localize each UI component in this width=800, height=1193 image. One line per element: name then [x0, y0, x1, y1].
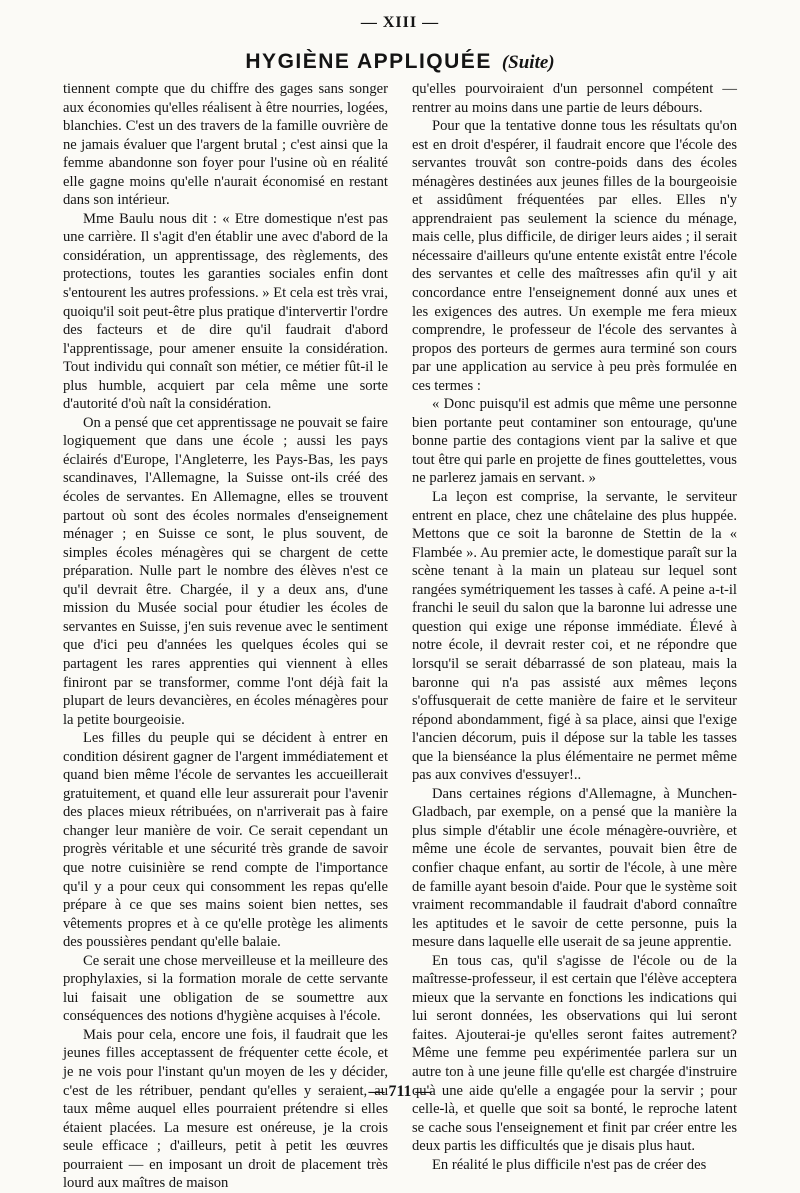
quotation-paragraph: « Donc puisqu'il est admis que même une personne bien portante peut contaminer son entourage, qu'une bonne partie des contagions vient par la salive et que tout être qui parle en projette de fines gouttelettes, vous ne parlerez jamais en servant. » [412, 396, 737, 487]
page-number: — 711 — [368, 1083, 432, 1100]
paragraph: Dans certaines régions d'Allemagne, à Munchen-Gladbach, par exemple, on a pensé que la manière la plus simple d'établir une école ménagère-ouvrière, et même une école de servantes, pouvait bien être de confier chaque enfant, au sortir de l'école, à une mère de famille ayant besoin d'aide. Pour que le système soit vraiment recommandable il faudrait d'abord connaître les aptitudes et le savoir de cette personne, puis la mesure dans laquelle elle userait de sa jeune apprentie. [412, 785, 737, 951]
article-title: HYGIÈNE APPLIQUÉE [245, 50, 492, 73]
paragraph: En tous cas, qu'il s'agisse de l'école ou de la maîtresse-professeur, il est certain que l'élève acceptera mieux que la servante en fonctions les indications qui lui seront données, les observations qui lui seront faites. Ajouterai-je qu'elles seront faites autrement? Même une femme peu expérimentée parlera sur un autre ton à une jeune fille qu'elle est chargée d'instruire qu'à une aide qu'elle a engagée pour la servir ; pour celle-là, et quelle que soit sa bonté, le reproche latent se cache sous l'enseignement et finit par créer entre les deux partis les difficultés que je disais plus haut. [412, 952, 737, 1155]
paragraph: La leçon est comprise, la servante, le serviteur entrent en place, chez une châtelaine des plus huppée. Mettons que ce soit la baronne de Stettin de la « Flambée ». Au premier acte, le domestique paraît sur la scène tenant à la main un plateau sur lequel sont rangées symétriquement les tasses à café. A peine a-t-il franchi le seuil du salon que la baronne lui adresse une question qui exige une réponse immédiate. Élevé à notre école, il devrait rester coi, et ne répondre que lorsqu'il se serait débarrassé de son plateau, mais la baronne qui n'a pas assisté aux mêmes leçons s'offusquerait de cette manière de faire et le serviteur répond abondamment, figé à sa place, ainsi que l'exige l'ancien décorum, puis il dépose sur la table les tasses que la bienséance la plus élémentaire ne permet même pas aux convives d'essuyer!.. [412, 489, 737, 784]
paragraph: On a pensé que cet apprentissage ne pouvait se faire logiquement que dans une école ; aussi les pays éclairés d'Europe, l'Angleterre, les Pays-Bas, les pays scandinaves, l'Allemagne, la Suisse ont-ils créé des écoles de servantes. En Allemagne, elles se trouvent partout où sont des écoles normales d'enseignement ménager ; en Suisse ce sont, le plus souvent, de simples écoles ménagères qui se chargent de cette préparation. Nulle part le nombre des élèves n'est ce qu'il devrait être. Chargée, il y a deux ans, d'une mission du Musée social pour étudier les écoles de servantes en Suisse, j'en suis revenue avec le sentiment que d'ici peu d'années les quelques écoles qui se partagent les rares apprenties qui viennent à elles finiront par se transformer, comme l'ont déjà fait la plupart de leurs devancières, en écoles ménagères pour la petite bourgeoisie. [63, 414, 388, 728]
left-column [63, 80, 388, 1192]
paragraph: En réalité le plus difficile n'est pas de créer des [432, 1156, 707, 1173]
paragraph: Pour que la tentative donne tous les résultats qu'on est en droit d'espérer, il faudrait encore que l'école des servantes trouvât son contre-poids dans des écoles ménagères destinées aux jeunes filles de la bourgeoisie et assidûment fréquentées par elles. Elles n'y apprendraient pas seulement la science du ménage, mais celle, plus difficile, de diriger leurs aides ; il serait nécessaire d'ailleurs qu'une entente existât entre l'école des servantes et celle des maîtresses afin qu'il y ait concordance entre l'enseignement donné aux unes et les exigences des autres. Un exemple me fera mieux comprendre, le professeur de l'école des servantes à propos des porteurs de germes aura terminé son cours par une application au service à peu près formulée en ces termes : [412, 118, 737, 394]
paragraph: Les filles du peuple qui se décident à entrer en condition désirent gagner de l'argent immédiatement et quand bien même l'école de servantes les accueillerait gratuitement, et quand elle leur assurerait pour l'avenir des places mieux rétribuées, on n'arriverait pas à faire changer leur manière de voir. Ce serait cependant un progrès véritable et une sécurité très grande de savoir que notre cuisinière se rend compte de l'importance qu'il y a pour ceux qui consomment les repas qu'elle prépare à ce que ses mains soient bien nettes, ses vêtements propres et à ce qu'elle protège les aliments des poussières pendant qu'elle balaie. [63, 730, 388, 951]
paragraph: tiennent compte que du chiffre des gages sans songer aux économies qu'elles réalisent à être nourries, logées, blanchies. C'est un des travers de la famille ouvrière de ne jamais évaluer que l'argent brutal ; c'est ainsi que la femme abandonne son foyer pour l'usine où en réalité elle gagne moins qu'elle n'aurait économisé en restant dans son intérieur. [63, 81, 388, 209]
right-column [412, 80, 737, 1173]
paragraph: Mais pour cela, encore une fois, il faudrait que les jeunes filles acceptassent de fréquenter cette école, et je ne vois pour l'instant qu'un moyen de les y décider, c'est de les rétribuer, pendant qu'elles y seraient, au taux même auquel elles pourraient prétendre si elles étaient placées. La mesure est onéreuse, je la crois seule efficace ; d'ailleurs, petit à petit les œuvres pourraient — en imposant un droit de placement très lourd aux maîtres de maison [63, 1026, 388, 1192]
article-header [0, 50, 800, 74]
paragraph: qu'elles pourvoiraient d'un personnel compétent — rentrer au moins dans une partie de leurs débours. [412, 81, 737, 116]
article-title-suite: (Suite) [501, 52, 555, 73]
paragraph: Mme Baulu nous dit : « Etre domestique n'est pas une carrière. Il s'agit d'en établir une avec d'abord de la considération, un apprentissage, des règlements, des protections, toutes les garanties sociales enfin dont s'entourent les autres professions. » Et cela est très vrai, quoiqu'il soit peut-être plus pratique d'intervertir l'ordre des facteurs et de dire qu'il faudrait d'abord l'apprentissage, pour amener ensuite la considération. Tout individu qui connaît son métier, ce métier fût-il le plus humble, acquiert par cela même une sorte d'autorité d'où naît la considération. [63, 210, 388, 413]
paragraph: Ce serait une chose merveilleuse et la meilleure des prophylaxies, si la formation morale de cette servante lui faisait une obligation de se soumettre aux conséquences des notions d'hygiène acquises à l'école. [63, 952, 388, 1025]
page-header: — XIII — [360, 14, 440, 31]
